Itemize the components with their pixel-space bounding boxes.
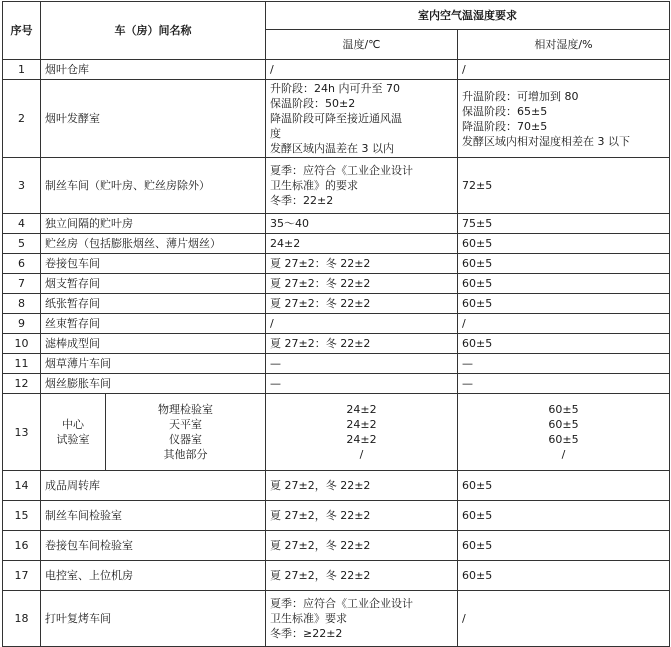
table-row <box>3 80 670 158</box>
lab-sub-name: 仪器室 <box>169 433 202 446</box>
cell-seq: 12 <box>3 374 41 394</box>
cell-humidity-line: / <box>462 317 466 330</box>
cell-temp <box>266 354 458 374</box>
cell-name: 独立间隔的贮叶房 <box>41 214 266 234</box>
header-name: 车（房）间名称 <box>41 2 266 60</box>
cell-humidity <box>458 60 670 80</box>
cell-temp-line: 冬季：22±2 <box>270 194 334 207</box>
cell-humidity <box>458 214 670 234</box>
cell-seq: 4 <box>3 214 41 234</box>
cell-seq: 16 <box>3 531 41 561</box>
cell-temp <box>266 254 458 274</box>
cell-humidity <box>458 274 670 294</box>
cell-name: 制丝车间检验室 <box>41 501 266 531</box>
cell-name-group <box>41 394 266 471</box>
cell-name: 纸张暂存间 <box>41 294 266 314</box>
cell-name: 滤棒成型间 <box>41 334 266 354</box>
cell-name: 烟丝膨胀车间 <box>41 374 266 394</box>
cell-temp-line: 夏季：应符合《工业企业设计 <box>270 597 413 610</box>
cell-temp-line: 冬季：≥22±2 <box>270 627 343 640</box>
cell-humidity-line: / <box>462 63 466 76</box>
cell-humidity-line: 60±5 <box>462 479 493 492</box>
cell-seq: 18 <box>3 591 41 647</box>
table-row <box>3 274 670 294</box>
cell-humidity-line: 60±5 <box>548 433 579 446</box>
table-row <box>3 471 670 501</box>
cell-temp <box>266 314 458 334</box>
cell-temp-line: 夏 27±2，冬 22±2 <box>270 509 371 522</box>
cell-temp-line: 夏 27±2，冬 22±2 <box>270 479 371 492</box>
cell-humidity-line: 60±5 <box>462 569 493 582</box>
cell-humidity <box>458 234 670 254</box>
cell-humidity-line: — <box>462 357 473 370</box>
cell-humidity <box>458 471 670 501</box>
lab-sub-name: 天平室 <box>169 418 202 431</box>
cell-temp <box>266 158 458 214</box>
cell-seq: 5 <box>3 234 41 254</box>
cell-humidity <box>458 501 670 531</box>
cell-temp-line: 夏 27±2，冬 22±2 <box>270 569 371 582</box>
cell-humidity-line: 发酵区域内相对湿度相差在 3 以下 <box>462 134 630 148</box>
cell-temp-line: 35～40 <box>270 217 309 230</box>
cell-humidity-line: 升温阶段：可增加到 80 <box>462 89 579 103</box>
cell-humidity-line: / <box>561 448 566 461</box>
cell-humidity <box>458 294 670 314</box>
table-row-13 <box>3 394 670 471</box>
cell-temp-line: 24±2 <box>346 418 377 431</box>
cell-temp-line: 卫生标准》的要求 <box>270 179 358 192</box>
cell-temp-line: 发酵区域内温差在 3 以内 <box>270 142 394 155</box>
lab-group-line2: 试验室 <box>56 433 90 446</box>
lab-group-line1: 中心 <box>62 418 84 431</box>
cell-temp-line: 卫生标准》要求 <box>270 612 347 625</box>
cell-name: 卷接包车间检验室 <box>41 531 266 561</box>
cell-seq: 1 <box>3 60 41 80</box>
table-row <box>3 591 670 647</box>
cell-temp-line: 降温阶段可降至接近通风温 <box>270 112 402 125</box>
table-row <box>3 314 670 334</box>
cell-humidity-line: 60±5 <box>462 297 493 310</box>
cell-temp-line: 夏季：应符合《工业企业设计 <box>270 164 413 177</box>
cell-temp-line: 夏 27±2：冬 22±2 <box>270 257 371 270</box>
cell-temp <box>266 531 458 561</box>
cell-temp <box>266 60 458 80</box>
cell-seq: 6 <box>3 254 41 274</box>
table-body <box>3 60 670 647</box>
cell-temp <box>266 471 458 501</box>
cell-humidity <box>458 374 670 394</box>
cell-temp <box>266 374 458 394</box>
cell-name: 丝束暂存间 <box>41 314 266 334</box>
cell-humidity-line: 60±5 <box>462 277 493 290</box>
cell-humidity-line: 60±5 <box>462 337 493 350</box>
cell-seq: 11 <box>3 354 41 374</box>
cell-temp-line: 夏 27±2：冬 22±2 <box>270 297 371 310</box>
cell-temp <box>266 501 458 531</box>
cell-temp <box>266 561 458 591</box>
table-row <box>3 374 670 394</box>
cell-humidity <box>458 354 670 374</box>
document <box>2 1 669 647</box>
cell-seq: 3 <box>3 158 41 214</box>
cell-humidity-line: — <box>462 377 473 390</box>
cell-humidity-line: 60±5 <box>462 257 493 270</box>
lab-sub-name: 其他部分 <box>163 448 208 461</box>
table-row <box>3 334 670 354</box>
cell-humidity-line: 60±5 <box>462 509 493 522</box>
cell-temp-line: — <box>270 357 281 370</box>
cell-humidity-line: 保温阶段：65±5 <box>462 104 548 118</box>
cell-humidity <box>458 314 670 334</box>
cell-temp-line: / <box>359 448 364 461</box>
cell-seq: 7 <box>3 274 41 294</box>
cell-temp-line: 度 <box>270 127 281 140</box>
lab-group-label <box>41 394 106 470</box>
table-row <box>3 294 670 314</box>
cell-name: 成品周转库 <box>41 471 266 501</box>
lab-sub-name: 物理检验室 <box>158 403 213 416</box>
table-row <box>3 531 670 561</box>
cell-temp-line: 夏 27±2：冬 22±2 <box>270 277 371 290</box>
header-temp: 温度/℃ <box>266 30 458 60</box>
cell-seq: 10 <box>3 334 41 354</box>
header-group: 室内空气温湿度要求 <box>266 2 670 30</box>
table-row <box>3 60 670 80</box>
cell-seq: 17 <box>3 561 41 591</box>
table-row <box>3 254 670 274</box>
cell-humidity <box>458 158 670 214</box>
cell-seq: 9 <box>3 314 41 334</box>
cell-temp <box>266 234 458 254</box>
cell-name: 烟草薄片车间 <box>41 354 266 374</box>
header-seq: 序号 <box>3 2 41 60</box>
cell-humidity <box>458 561 670 591</box>
cell-temp <box>266 294 458 314</box>
table-row <box>3 501 670 531</box>
cell-temp-line: 夏 27±2，冬 22±2 <box>270 539 371 552</box>
cell-temp-line: / <box>270 63 274 76</box>
cell-humidity <box>458 591 670 647</box>
cell-humidity-line: 72±5 <box>462 179 493 192</box>
cell-humidity-line: 60±5 <box>548 418 579 431</box>
cell-humidity-line: / <box>462 612 466 625</box>
cell-humidity <box>458 394 670 471</box>
cell-seq: 14 <box>3 471 41 501</box>
cell-humidity-line: 降温阶段：70±5 <box>462 119 548 133</box>
cell-name: 烟叶仓库 <box>41 60 266 80</box>
cell-humidity <box>458 254 670 274</box>
cell-humidity <box>458 531 670 561</box>
cell-temp-line: 升阶段：24h 内可升至 70 <box>270 82 400 95</box>
cell-name: 卷接包车间 <box>41 254 266 274</box>
header-row <box>3 2 670 30</box>
cell-humidity-line: 60±5 <box>548 403 579 416</box>
cell-temp-line: / <box>270 317 274 330</box>
cell-humidity-line: 60±5 <box>462 539 493 552</box>
cell-temp <box>266 394 458 471</box>
table-row <box>3 354 670 374</box>
cell-temp-line: 夏 27±2：冬 22±2 <box>270 337 371 350</box>
table-row <box>3 158 670 214</box>
cell-temp <box>266 214 458 234</box>
lab-sub-names <box>106 394 266 470</box>
cell-temp-line: — <box>270 377 281 390</box>
cell-seq: 2 <box>3 80 41 158</box>
table-row <box>3 561 670 591</box>
cell-name: 电控室、上位机房 <box>41 561 266 591</box>
cell-temp-line: 保温阶段：50±2 <box>270 97 356 110</box>
cell-name: 制丝车间（贮叶房、贮丝房除外） <box>41 158 266 214</box>
cell-humidity <box>458 334 670 354</box>
cell-temp <box>266 334 458 354</box>
cell-temp-line: 24±2 <box>270 237 301 250</box>
cell-humidity <box>458 80 670 158</box>
cell-temp-line: 24±2 <box>346 403 377 416</box>
cell-seq: 15 <box>3 501 41 531</box>
cell-name: 烟叶发酵室 <box>41 80 266 158</box>
cell-seq: 8 <box>3 294 41 314</box>
temp-humidity-table <box>2 1 670 647</box>
cell-temp <box>266 80 458 158</box>
cell-name: 烟支暂存间 <box>41 274 266 294</box>
cell-temp <box>266 274 458 294</box>
cell-name: 贮丝房（包括膨胀烟丝、薄片烟丝） <box>41 234 266 254</box>
table-row <box>3 234 670 254</box>
cell-humidity-line: 60±5 <box>462 237 493 250</box>
cell-name: 打叶复烤车间 <box>41 591 266 647</box>
cell-humidity-line: 75±5 <box>462 217 493 230</box>
cell-temp-line: 24±2 <box>346 433 377 446</box>
table-row <box>3 214 670 234</box>
cell-seq: 13 <box>3 394 41 471</box>
cell-temp <box>266 591 458 647</box>
header-humidity: 相对湿度/% <box>458 30 670 60</box>
